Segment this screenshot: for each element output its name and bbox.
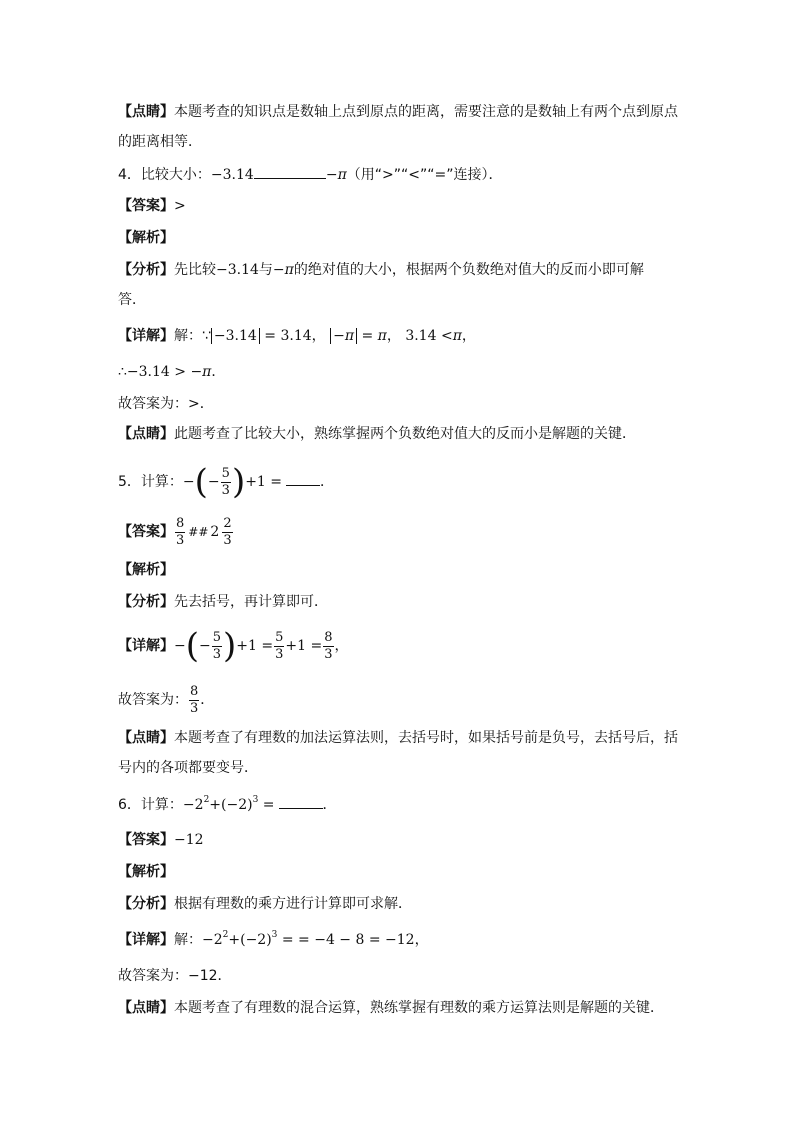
q5-jiexi-heading: 【解析】 [118,562,174,578]
xiangjie-tag: 【详解】 [118,638,174,654]
q6-xiangjie: 【详解】解：$-2^2+(-2)^3$ = = −4 − 8 = −12， [118,930,429,948]
q4-final-answer: 故答案为：>． [118,396,214,412]
abs-value: −π [330,328,357,344]
q5-fenxi: 【分析】先去括号，再计算即可． [118,594,328,610]
q4-left-value: −3.14 [210,167,254,183]
q6-final-answer: 故答案为：−12． [118,968,232,984]
q4-fenxi: 【分析】先比较−3.14与−π的绝对值的大小，根据两个负数绝对值大的反而小即可解 [118,262,644,278]
q5-answer-blank [286,471,320,486]
q4-fenxi-line-2: 答． [118,292,146,308]
q5-final-answer: 故答案为： $\frac{8}{3}$ ． [118,683,215,716]
dianjing-text: 的距离相等． [118,134,202,150]
answer-tag: 【答案】 [118,198,174,214]
q4-prefix: 4．比较大小： [118,167,211,183]
fenxi-tag: 【分析】 [118,594,174,610]
q4-xiangjie: 【详解】解：∵ −3.14 = 3.14， −π = π， 3.14 <π， [118,328,476,344]
dianjing-text: 本题考查的知识点是数轴上点到原点的距离，需要注意的是数轴上有两个点到原点 [174,104,678,120]
abs-value: −3.14 [211,328,260,344]
answer-tag: 【答案】 [118,832,174,848]
q4-dianjing: 【点睛】此题考查了比较大小，熟练掌握两个负数绝对值大的反而小是解题的关键． [118,426,636,442]
pi-symbol: π [284,262,294,278]
q4-jiexi-heading: 【解析】 [118,230,174,246]
xiangjie-tag: 【详解】 [118,932,174,948]
mixed-number: 2 $\frac{2}{3}$ [210,515,232,548]
q6-jiexi-heading: 【解析】 [118,864,174,880]
q6-fenxi: 【分析】根据有理数的乘方进行计算即可求解． [118,896,412,912]
pi-symbol: π [337,167,347,183]
q6-dianjing: 【点睛】本题考查了有理数的混合运算，熟练掌握有理数的乘方运算法则是解题的关键． [118,1000,664,1016]
q6-answer [118,830,204,850]
answer-value: −12 [174,832,204,848]
dianjing-line-1 [118,102,678,122]
fenxi-tag: 【分析】 [118,896,174,912]
q5-dianjing: 【点睛】本题考查了有理数的加法运算法则，去括号时，如果括号前是负号，去括号后，括 [118,730,678,746]
fenxi-tag: 【分析】 [118,262,174,278]
xiangjie-tag: 【详解】 [118,328,174,344]
dianjing-tag: 【点睛】 [118,1000,174,1016]
fraction: $\frac{8}{3}$ [176,515,185,548]
fraction: $\frac{5}{3}$ [221,465,230,498]
dianjing-tag: 【点睛】 [118,426,174,442]
q4-answer [118,196,186,216]
q6-question: 6．计算：$-2^2+(-2)^3$ = ． [118,795,337,813]
q5-xiangjie: 【详解】−(− $\frac{5}{3}$ )+1 = $\frac{5}{3}$ +1 = $\frac{8}{3}$ ， [118,626,349,666]
dianjing-line-2 [118,132,202,152]
q4-answer-blank [254,164,326,179]
answer-tag: 【答案】 [118,524,174,540]
dianjing-tag: 【点睛】 [118,730,174,746]
q5-answer: 【答案】 $\frac{8}{3}$ ## 2 $\frac{2}{3}$ [118,514,234,550]
q4-suffix: （用“>”“<”“=”连接）． [346,167,503,183]
answer-value: > [174,198,186,214]
q4-question: 4．比较大小：−3.14 −π（用“>”“<”“=”连接）． [118,164,502,185]
dianjing-tag: 【点睛】 [118,104,174,120]
q5-question: 5．计算：−(− $\frac{5}{3}$ )+1 = ． [118,462,335,502]
q4-therefore: ∴−3.14 > −π． [118,364,226,380]
q6-answer-blank [279,794,323,809]
q5-dianjing-line-2: 号内的各项都要变号． [118,760,258,776]
